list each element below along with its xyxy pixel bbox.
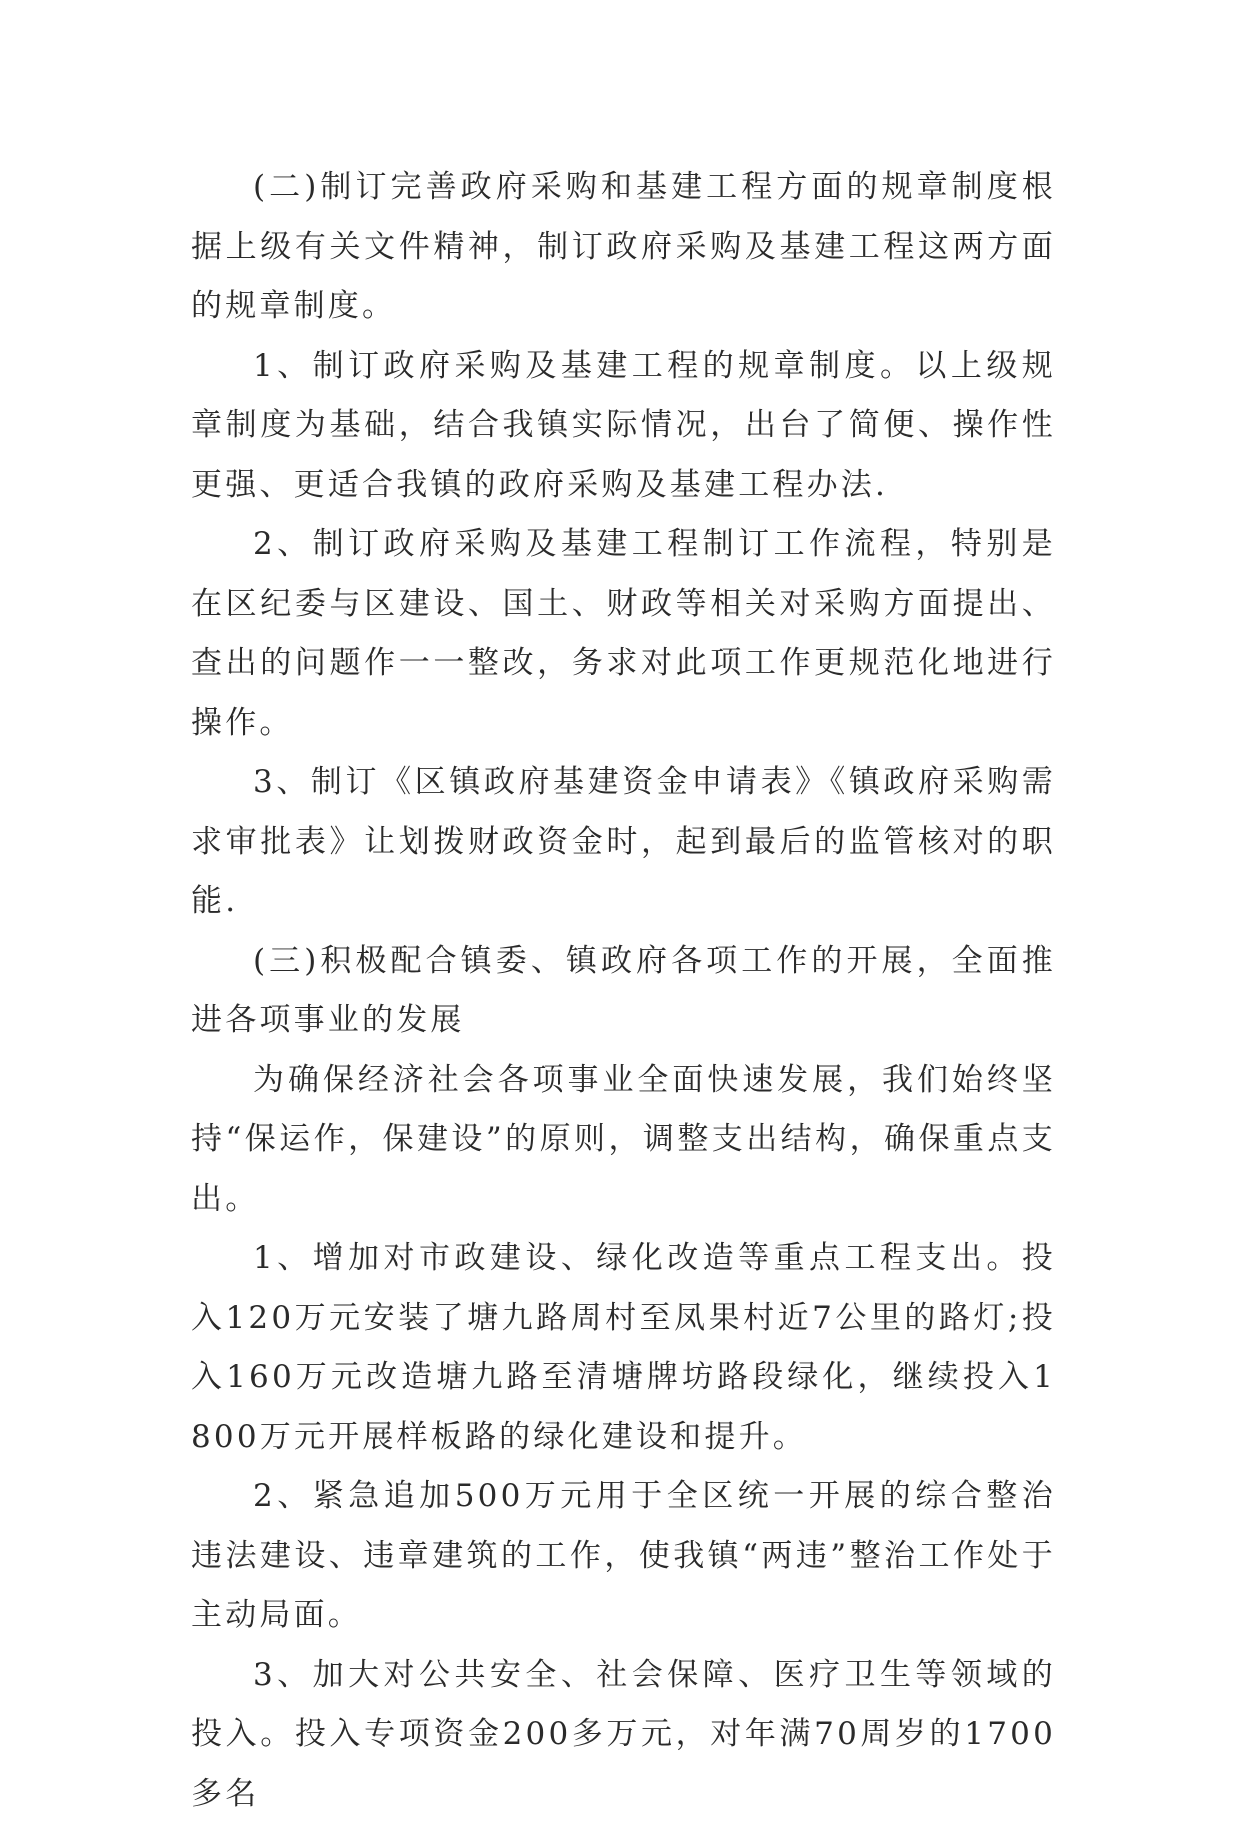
paragraph-item-2-workflow: 2、制订政府采购及基建工程制订工作流程，特别是在区纪委与区建设、国土、财政等相关对采购方面提出、查出的问题作一一整改，务求对此项工作更规范化地进行操作。 — [191, 515, 1056, 753]
paragraph-development-intro: 为确保经济社会各项事业全面快速发展，我们始终坚持“保运作，保建设”的原则，调整支出结构，确保重点支出。 — [191, 1051, 1056, 1230]
paragraph-procurement-rules-heading: (二)制订完善政府采购和基建工程方面的规章制度根据上级有关文件精神，制订政府采购及基建工程这两方面的规章制度。 — [191, 158, 1056, 337]
paragraph-item-3-public-safety: 3、加大对公共安全、社会保障、医疗卫生等领域的投入。投入专项资金200多万元，对年满70周岁的1700多名 — [191, 1646, 1056, 1824]
paragraph-cooperation-heading: (三)积极配合镇委、镇政府各项工作的开展，全面推进各项事业的发展 — [191, 932, 1056, 1051]
paragraph-item-1-rules: 1、制订政府采购及基建工程的规章制度。以上级规章制度为基础，结合我镇实际情况，出台了简便、操作性更强、更适合我镇的政府采购及基建工程办法. — [191, 337, 1056, 516]
document-body — [191, 158, 1056, 1824]
paragraph-item-3-forms: 3、制订《区镇政府基建资金申请表》《镇政府采购需求审批表》让划拨财政资金时，起到最后的监管核对的职能. — [191, 753, 1056, 932]
paragraph-item-1-municipal: 1、增加对市政建设、绿化改造等重点工程支出。投入120万元安装了塘九路周村至凤果村近7公里的路灯;投入160万元改造塘九路至清塘牌坊路段绿化，继续投入1800万元开展样板路的绿化建设和提升。 — [191, 1229, 1056, 1467]
paragraph-item-2-rectification: 2、紧急追加500万元用于全区统一开展的综合整治违法建设、违章建筑的工作，使我镇“两违”整治工作处于主动局面。 — [191, 1467, 1056, 1646]
